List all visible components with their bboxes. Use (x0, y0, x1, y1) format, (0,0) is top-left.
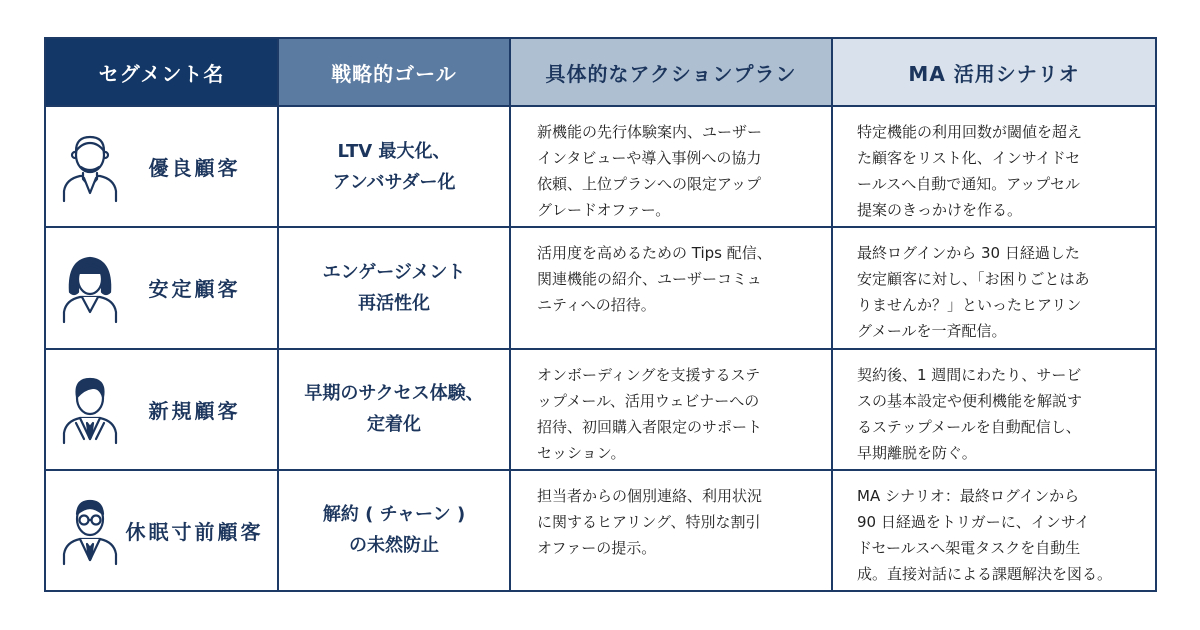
segment-cell (45, 470, 278, 591)
action-line: 活用度を高めるための Tips 配信、 (537, 244, 772, 263)
goal-line: 再活性化 (358, 292, 430, 314)
goal-cell (278, 470, 510, 591)
ma-line: スの基本設定や便利機能を解説す (857, 391, 1083, 410)
ma-line: 契約後、1 週間にわたり、サービ (857, 365, 1082, 384)
ma-line: グメールを一斉配信。 (857, 322, 1007, 341)
ma-scenario-cell (832, 470, 1156, 591)
table-header-row (45, 38, 1156, 106)
segment-strategy-table-frame (44, 37, 1155, 592)
action-line: オファーの提示。 (537, 538, 657, 557)
action-line: 関連機能の紹介、ユーザーコミュ (537, 270, 762, 289)
segment-cell (45, 227, 278, 348)
ma-line: ールスへ自動で通知。アップセル (857, 175, 1081, 194)
senior-man-avatar-icon (60, 131, 120, 203)
action-plan-cell (510, 106, 832, 227)
ma-line: た顧客をリスト化、インサイドセ (857, 149, 1081, 168)
action-line: 新機能の先行体験案内、ユーザー (537, 123, 763, 142)
segment-name: 優良顧客 (148, 156, 241, 181)
goal-line: の未然防止 (349, 535, 439, 557)
action-line: ップメール、活用ウェビナーへの (537, 391, 760, 410)
table-row (45, 470, 1156, 591)
segment-cell (45, 106, 278, 227)
ma-line: ドセールスへ架電タスクを自動生 (857, 538, 1081, 557)
action-plan-cell (510, 349, 832, 470)
goal-line: エンゲージメント (322, 261, 466, 283)
header-ma-scenario: MA 活用シナリオ (832, 38, 1156, 106)
ma-line: 90 日経過をトリガーに、インサイ (857, 512, 1090, 531)
goal-line: アンバサダー化 (332, 171, 456, 193)
segment-name: 新規顧客 (148, 398, 241, 423)
ma-line: りませんか？」といったヒアリン (857, 296, 1082, 315)
action-line: 依頼、上位プランへの限定アップ (537, 175, 761, 194)
ma-line: 最終ログインから 30 日経過した (857, 244, 1080, 263)
segment-name: 安定顧客 (148, 277, 241, 302)
ma-line: るステップメールを自動配信し、 (857, 417, 1081, 436)
ma-scenario-cell (832, 227, 1156, 348)
ma-line: 提案のきっかけを作る。 (857, 201, 1023, 220)
action-line: オンボーディングを支援するステ (537, 365, 761, 384)
ma-line: 成。直接対話による課題解決を図る。 (857, 564, 1113, 583)
action-line: インタビューや導入事例への協力 (537, 149, 762, 168)
ma-line: 特定機能の利用回数が閾値を超え (857, 123, 1083, 142)
goal-cell (278, 227, 510, 348)
action-line: に関するヒアリング、特別な割引 (537, 512, 761, 531)
header-strategic-goal: 戦略的ゴール (278, 38, 510, 106)
table-row (45, 106, 1156, 227)
goal-cell (278, 106, 510, 227)
action-line: グレードオファー。 (537, 201, 671, 220)
header-action-plan: 具体的なアクションプラン (510, 38, 832, 106)
ma-line: 早期離脱を防ぐ。 (857, 443, 977, 462)
goal-line: 解約 ( チャーン ) (322, 504, 466, 526)
action-line: セッション。 (537, 443, 626, 462)
goal-line: 早期のサクセス体験、 (304, 383, 484, 405)
ma-line: 安定顧客に対し、「お困りごとはあ (857, 270, 1090, 289)
table-row (45, 227, 1156, 348)
segment-name: 休眠寸前顧客 (125, 519, 264, 544)
action-line: ニティへの招待。 (537, 296, 656, 315)
segment-strategy-table (44, 37, 1157, 592)
woman-avatar-icon (60, 252, 120, 324)
young-man-avatar-icon (60, 373, 120, 445)
goal-line: 定着化 (367, 414, 421, 436)
ma-scenario-cell (832, 106, 1156, 227)
action-plan-cell (510, 470, 832, 591)
ma-line: MA シナリオ：最終ログインから (857, 486, 1080, 505)
segment-cell (45, 349, 278, 470)
man-with-glasses-avatar-icon (60, 494, 120, 566)
header-segment-name: セグメント名 (45, 38, 278, 106)
ma-scenario-cell (832, 349, 1156, 470)
goal-cell (278, 349, 510, 470)
action-line: 担当者からの個別連絡、利用状況 (537, 486, 763, 505)
table-row (45, 349, 1156, 470)
action-plan-cell (510, 227, 832, 348)
goal-line: LTV 最大化、 (337, 140, 451, 162)
action-line: 招待、初回購入者限定のサポート (537, 417, 763, 436)
